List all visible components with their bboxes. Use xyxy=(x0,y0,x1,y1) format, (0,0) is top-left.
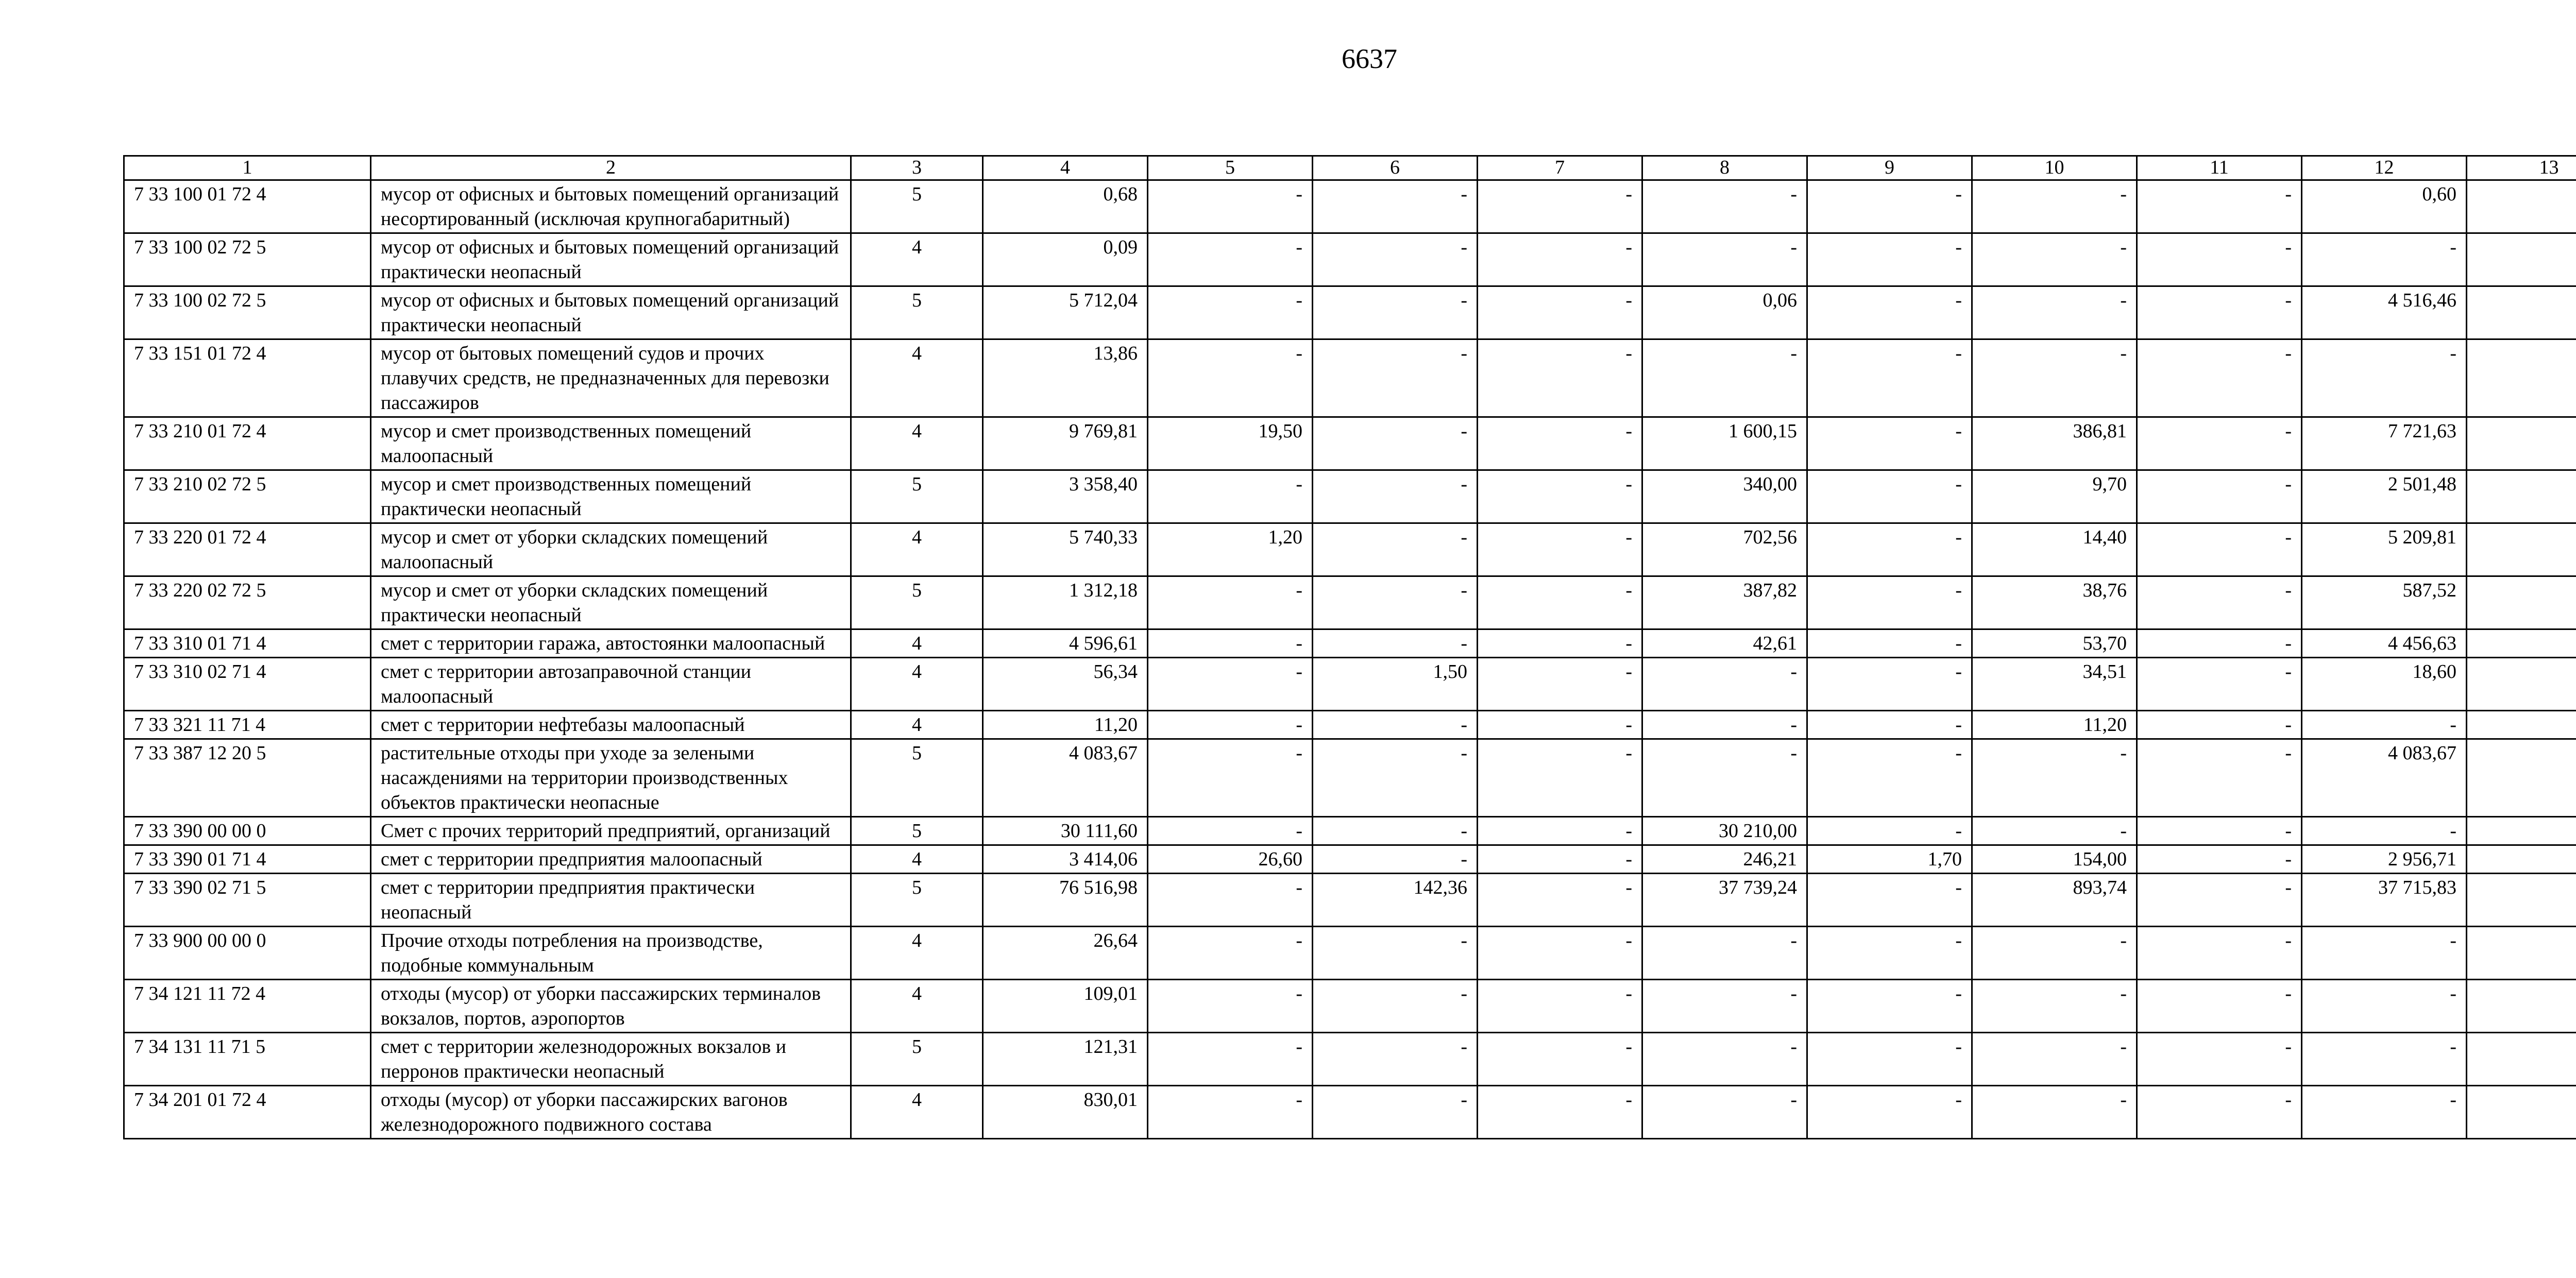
cell-col-8: - xyxy=(1642,927,1807,980)
cell-col-11: - xyxy=(2137,845,2302,874)
cell-col-9: - xyxy=(1807,874,1972,927)
cell-col-9: - xyxy=(1807,523,1972,576)
cell-col-9: - xyxy=(1807,339,1972,417)
cell-hazard-class: 5 xyxy=(851,1033,983,1086)
cell-col-9: - xyxy=(1807,1086,1972,1139)
cell-hazard-class: 4 xyxy=(851,711,983,739)
cell-hazard-class: 5 xyxy=(851,874,983,927)
cell-col-12: 18,60 xyxy=(2302,658,2467,711)
waste-statistics-table xyxy=(123,155,2576,1139)
cell-col-4: 26,64 xyxy=(983,927,1148,980)
column-header-7: 7 xyxy=(1478,156,1642,180)
cell-col-12: 0,60 xyxy=(2302,180,2467,233)
cell-col-12: 587,52 xyxy=(2302,576,2467,629)
cell-col-10: 53,70 xyxy=(1972,629,2137,658)
cell-waste-code: 7 33 310 01 71 4 xyxy=(124,629,371,658)
cell-col-6: - xyxy=(1313,180,1478,233)
cell-waste-name: отходы (мусор) от уборки пассажирских терминалов вокзалов, портов, аэропортов xyxy=(371,980,851,1033)
column-header-13: 13 xyxy=(2467,156,2576,180)
cell-col-9: - xyxy=(1807,711,1972,739)
cell-col-5: 1,20 xyxy=(1148,523,1313,576)
cell-col-4: 0,68 xyxy=(983,180,1148,233)
cell-waste-code: 7 33 220 02 72 5 xyxy=(124,576,371,629)
cell-waste-name: мусор и смет от уборки складских помещений практически неопасный xyxy=(371,576,851,629)
cell-waste-code: 7 33 390 00 00 0 xyxy=(124,817,371,845)
cell-col-5: - xyxy=(1148,629,1313,658)
cell-col-6: - xyxy=(1313,523,1478,576)
cell-col-10: - xyxy=(1972,233,2137,286)
cell-hazard-class: 4 xyxy=(851,339,983,417)
cell-col-4: 5 740,33 xyxy=(983,523,1148,576)
cell-col-5: - xyxy=(1148,180,1313,233)
cell-col-6: - xyxy=(1313,927,1478,980)
cell-col-5: - xyxy=(1148,339,1313,417)
cell-col-6: 1,50 xyxy=(1313,658,1478,711)
table-row xyxy=(124,417,2576,470)
table-row xyxy=(124,286,2576,339)
cell-col-7: - xyxy=(1478,286,1642,339)
table-row xyxy=(124,470,2576,523)
cell-waste-name: Прочие отходы потребления на производстве, подобные коммунальным xyxy=(371,927,851,980)
cell-col-5: - xyxy=(1148,980,1313,1033)
cell-waste-code: 7 33 321 11 71 4 xyxy=(124,711,371,739)
table-row xyxy=(124,980,2576,1033)
cell-hazard-class: 5 xyxy=(851,180,983,233)
header-row xyxy=(124,156,2576,180)
cell-col-9: - xyxy=(1807,658,1972,711)
cell-waste-name: мусор от бытовых помещений судов и прочих плавучих средств, не предназначенных для перевозки пассажиров xyxy=(371,339,851,417)
cell-col-9: - xyxy=(1807,286,1972,339)
cell-col-7: - xyxy=(1478,927,1642,980)
cell-waste-name: мусор и смет производственных помещений малоопасный xyxy=(371,417,851,470)
cell-col-11: - xyxy=(2137,711,2302,739)
cell-col-7: - xyxy=(1478,470,1642,523)
cell-waste-name: мусор и смет производственных помещений практически неопасный xyxy=(371,470,851,523)
cell-col-10: - xyxy=(1972,180,2137,233)
cell-col-11: - xyxy=(2137,739,2302,817)
cell-col-5: - xyxy=(1148,927,1313,980)
cell-col-6: - xyxy=(1313,470,1478,523)
cell-col-5: 19,50 xyxy=(1148,417,1313,470)
table-row xyxy=(124,1033,2576,1086)
cell-col-5: - xyxy=(1148,233,1313,286)
cell-col-8: 42,61 xyxy=(1642,629,1807,658)
cell-hazard-class: 4 xyxy=(851,658,983,711)
cell-col-5: - xyxy=(1148,286,1313,339)
cell-col-9: - xyxy=(1807,817,1972,845)
cell-col-5: - xyxy=(1148,739,1313,817)
cell-col-6: - xyxy=(1313,845,1478,874)
cell-col-12: - xyxy=(2302,980,2467,1033)
cell-col-11: - xyxy=(2137,1033,2302,1086)
cell-col-10: 34,51 xyxy=(1972,658,2137,711)
cell-hazard-class: 5 xyxy=(851,739,983,817)
cell-col-10: 386,81 xyxy=(1972,417,2137,470)
cell-waste-code: 7 33 151 01 72 4 xyxy=(124,339,371,417)
cell-col-13 xyxy=(2467,874,2576,927)
cell-col-13 xyxy=(2467,286,2576,339)
cell-waste-name: смет с территории предприятия малоопасный xyxy=(371,845,851,874)
cell-col-7: - xyxy=(1478,658,1642,711)
cell-col-6: - xyxy=(1313,286,1478,339)
cell-col-8: - xyxy=(1642,980,1807,1033)
cell-waste-name: смет с территории гаража, автостоянки малоопасный xyxy=(371,629,851,658)
cell-col-4: 9 769,81 xyxy=(983,417,1148,470)
cell-hazard-class: 4 xyxy=(851,980,983,1033)
cell-col-9: - xyxy=(1807,417,1972,470)
cell-col-6: - xyxy=(1313,629,1478,658)
cell-col-8: 1 600,15 xyxy=(1642,417,1807,470)
table-row xyxy=(124,1086,2576,1139)
cell-col-11: - xyxy=(2137,927,2302,980)
column-header-9: 9 xyxy=(1807,156,1972,180)
cell-col-4: 13,86 xyxy=(983,339,1148,417)
cell-col-9: - xyxy=(1807,1033,1972,1086)
cell-col-8: 37 739,24 xyxy=(1642,874,1807,927)
cell-waste-code: 7 33 387 12 20 5 xyxy=(124,739,371,817)
cell-col-5: 26,60 xyxy=(1148,845,1313,874)
cell-col-4: 4 596,61 xyxy=(983,629,1148,658)
table-row xyxy=(124,233,2576,286)
cell-col-6: - xyxy=(1313,817,1478,845)
cell-col-10: 9,70 xyxy=(1972,470,2137,523)
cell-col-4: 830,01 xyxy=(983,1086,1148,1139)
cell-col-7: - xyxy=(1478,233,1642,286)
cell-col-8: 340,00 xyxy=(1642,470,1807,523)
cell-col-6: 142,36 xyxy=(1313,874,1478,927)
column-header-12: 12 xyxy=(2302,156,2467,180)
cell-col-8: - xyxy=(1642,1033,1807,1086)
cell-waste-name: смет с территории автозаправочной станции малоопасный xyxy=(371,658,851,711)
cell-col-5: - xyxy=(1148,1033,1313,1086)
cell-hazard-class: 4 xyxy=(851,233,983,286)
cell-col-11: - xyxy=(2137,470,2302,523)
cell-col-13 xyxy=(2467,658,2576,711)
cell-col-11: - xyxy=(2137,817,2302,845)
cell-col-11: - xyxy=(2137,1086,2302,1139)
cell-col-13 xyxy=(2467,629,2576,658)
cell-col-11: - xyxy=(2137,629,2302,658)
cell-col-11: - xyxy=(2137,417,2302,470)
cell-col-11: - xyxy=(2137,180,2302,233)
cell-waste-code: 7 33 310 02 71 4 xyxy=(124,658,371,711)
cell-hazard-class: 5 xyxy=(851,817,983,845)
cell-col-10: 14,40 xyxy=(1972,523,2137,576)
cell-col-5: - xyxy=(1148,470,1313,523)
cell-hazard-class: 5 xyxy=(851,286,983,339)
column-header-1: 1 xyxy=(124,156,371,180)
cell-col-9: - xyxy=(1807,980,1972,1033)
cell-col-9: - xyxy=(1807,180,1972,233)
cell-col-8: 30 210,00 xyxy=(1642,817,1807,845)
cell-col-4: 3 414,06 xyxy=(983,845,1148,874)
cell-col-11: - xyxy=(2137,523,2302,576)
cell-col-4: 11,20 xyxy=(983,711,1148,739)
cell-col-6: - xyxy=(1313,417,1478,470)
cell-col-4: 109,01 xyxy=(983,980,1148,1033)
cell-col-13 xyxy=(2467,927,2576,980)
cell-col-12: - xyxy=(2302,339,2467,417)
cell-col-12: - xyxy=(2302,233,2467,286)
table-row xyxy=(124,339,2576,417)
table-row xyxy=(124,658,2576,711)
cell-col-9: - xyxy=(1807,927,1972,980)
cell-col-7: - xyxy=(1478,845,1642,874)
cell-col-13 xyxy=(2467,576,2576,629)
cell-col-6: - xyxy=(1313,1033,1478,1086)
cell-col-12: - xyxy=(2302,711,2467,739)
cell-col-10: - xyxy=(1972,339,2137,417)
cell-col-8: - xyxy=(1642,658,1807,711)
cell-col-7: - xyxy=(1478,980,1642,1033)
table-body xyxy=(124,180,2576,1139)
cell-col-6: - xyxy=(1313,339,1478,417)
cell-col-11: - xyxy=(2137,286,2302,339)
cell-col-11: - xyxy=(2137,658,2302,711)
cell-col-11: - xyxy=(2137,339,2302,417)
column-header-8: 8 xyxy=(1642,156,1807,180)
cell-col-5: - xyxy=(1148,817,1313,845)
cell-col-10: - xyxy=(1972,739,2137,817)
cell-col-13 xyxy=(2467,1033,2576,1086)
table-row xyxy=(124,739,2576,817)
cell-col-10: - xyxy=(1972,927,2137,980)
cell-col-6: - xyxy=(1313,233,1478,286)
cell-col-12: 37 715,83 xyxy=(2302,874,2467,927)
cell-col-12: 4 456,63 xyxy=(2302,629,2467,658)
cell-col-12: - xyxy=(2302,817,2467,845)
cell-col-5: - xyxy=(1148,576,1313,629)
cell-col-12: - xyxy=(2302,1033,2467,1086)
cell-col-9: - xyxy=(1807,470,1972,523)
cell-col-7: - xyxy=(1478,576,1642,629)
cell-col-7: - xyxy=(1478,817,1642,845)
cell-col-13 xyxy=(2467,233,2576,286)
cell-col-5: - xyxy=(1148,711,1313,739)
cell-col-12: 4 516,46 xyxy=(2302,286,2467,339)
cell-waste-name: мусор от офисных и бытовых помещений организаций практически неопасный xyxy=(371,286,851,339)
cell-col-10: - xyxy=(1972,817,2137,845)
cell-col-12: 2 501,48 xyxy=(2302,470,2467,523)
cell-waste-name: смет с территории нефтебазы малоопасный xyxy=(371,711,851,739)
cell-col-13 xyxy=(2467,711,2576,739)
cell-col-7: - xyxy=(1478,523,1642,576)
cell-col-4: 76 516,98 xyxy=(983,874,1148,927)
cell-waste-code: 7 34 121 11 72 4 xyxy=(124,980,371,1033)
cell-col-6: - xyxy=(1313,576,1478,629)
cell-waste-name: смет с территории предприятия практически неопасный xyxy=(371,874,851,927)
table-row xyxy=(124,523,2576,576)
cell-col-11: - xyxy=(2137,233,2302,286)
cell-col-6: - xyxy=(1313,711,1478,739)
cell-col-5: - xyxy=(1148,874,1313,927)
cell-col-7: - xyxy=(1478,629,1642,658)
cell-col-13 xyxy=(2467,739,2576,817)
cell-col-12: 4 083,67 xyxy=(2302,739,2467,817)
cell-col-10: 154,00 xyxy=(1972,845,2137,874)
cell-col-5: - xyxy=(1148,1086,1313,1139)
cell-col-7: - xyxy=(1478,1086,1642,1139)
cell-col-9: - xyxy=(1807,629,1972,658)
cell-col-11: - xyxy=(2137,576,2302,629)
table-row xyxy=(124,180,2576,233)
cell-col-4: 5 712,04 xyxy=(983,286,1148,339)
cell-col-7: - xyxy=(1478,1033,1642,1086)
cell-col-8: - xyxy=(1642,739,1807,817)
cell-hazard-class: 4 xyxy=(851,927,983,980)
cell-col-8: 702,56 xyxy=(1642,523,1807,576)
cell-hazard-class: 4 xyxy=(851,523,983,576)
table-row xyxy=(124,711,2576,739)
cell-waste-name: отходы (мусор) от уборки пассажирских вагонов железнодорожного подвижного состава xyxy=(371,1086,851,1139)
cell-col-13 xyxy=(2467,1086,2576,1139)
column-header-3: 3 xyxy=(851,156,983,180)
cell-col-10: 38,76 xyxy=(1972,576,2137,629)
cell-waste-code: 7 33 100 01 72 4 xyxy=(124,180,371,233)
column-header-11: 11 xyxy=(2137,156,2302,180)
cell-col-8: 0,06 xyxy=(1642,286,1807,339)
table-row xyxy=(124,576,2576,629)
cell-col-7: - xyxy=(1478,339,1642,417)
table-row xyxy=(124,817,2576,845)
cell-col-13 xyxy=(2467,417,2576,470)
column-header-10: 10 xyxy=(1972,156,2137,180)
cell-col-13 xyxy=(2467,180,2576,233)
cell-col-9: - xyxy=(1807,739,1972,817)
table-row xyxy=(124,874,2576,927)
cell-waste-code: 7 33 220 01 72 4 xyxy=(124,523,371,576)
cell-col-12: - xyxy=(2302,927,2467,980)
cell-col-7: - xyxy=(1478,739,1642,817)
column-header-6: 6 xyxy=(1313,156,1478,180)
cell-waste-code: 7 34 201 01 72 4 xyxy=(124,1086,371,1139)
cell-col-5: - xyxy=(1148,658,1313,711)
cell-waste-code: 7 33 210 02 72 5 xyxy=(124,470,371,523)
cell-col-13 xyxy=(2467,845,2576,874)
cell-hazard-class: 5 xyxy=(851,576,983,629)
cell-col-7: - xyxy=(1478,711,1642,739)
page-number: 6637 xyxy=(1342,43,1397,74)
cell-col-13 xyxy=(2467,470,2576,523)
cell-col-9: 1,70 xyxy=(1807,845,1972,874)
cell-col-4: 0,09 xyxy=(983,233,1148,286)
table-header xyxy=(124,156,2576,180)
cell-col-6: - xyxy=(1313,1086,1478,1139)
cell-waste-name: мусор и смет от уборки складских помещений малоопасный xyxy=(371,523,851,576)
cell-col-8: 387,82 xyxy=(1642,576,1807,629)
cell-col-8: - xyxy=(1642,233,1807,286)
cell-col-11: - xyxy=(2137,980,2302,1033)
cell-col-10: - xyxy=(1972,1086,2137,1139)
cell-col-13 xyxy=(2467,523,2576,576)
cell-col-4: 56,34 xyxy=(983,658,1148,711)
cell-col-6: - xyxy=(1313,739,1478,817)
cell-waste-code: 7 33 390 02 71 5 xyxy=(124,874,371,927)
cell-waste-code: 7 34 131 11 71 5 xyxy=(124,1033,371,1086)
cell-col-10: - xyxy=(1972,286,2137,339)
cell-waste-code: 7 33 210 01 72 4 xyxy=(124,417,371,470)
cell-col-9: - xyxy=(1807,233,1972,286)
cell-col-8: - xyxy=(1642,339,1807,417)
cell-col-13 xyxy=(2467,339,2576,417)
table-row xyxy=(124,927,2576,980)
cell-hazard-class: 4 xyxy=(851,629,983,658)
table-row xyxy=(124,629,2576,658)
cell-col-13 xyxy=(2467,980,2576,1033)
cell-waste-code: 7 33 900 00 00 0 xyxy=(124,927,371,980)
cell-col-6: - xyxy=(1313,980,1478,1033)
cell-col-7: - xyxy=(1478,180,1642,233)
cell-col-11: - xyxy=(2137,874,2302,927)
cell-waste-code: 7 33 100 02 72 5 xyxy=(124,233,371,286)
cell-col-12: 5 209,81 xyxy=(2302,523,2467,576)
cell-waste-name: мусор от офисных и бытовых помещений организаций несортированный (исключая крупногабаритный) xyxy=(371,180,851,233)
cell-waste-code: 7 33 390 01 71 4 xyxy=(124,845,371,874)
cell-hazard-class: 5 xyxy=(851,470,983,523)
cell-col-8: - xyxy=(1642,180,1807,233)
cell-waste-name: смет с территории железнодорожных вокзалов и перронов практически неопасный xyxy=(371,1033,851,1086)
cell-col-10: - xyxy=(1972,1033,2137,1086)
column-header-2: 2 xyxy=(371,156,851,180)
column-header-4: 4 xyxy=(983,156,1148,180)
cell-col-10: 893,74 xyxy=(1972,874,2137,927)
cell-hazard-class: 4 xyxy=(851,1086,983,1139)
cell-col-8: - xyxy=(1642,1086,1807,1139)
cell-col-4: 121,31 xyxy=(983,1033,1148,1086)
cell-col-12: - xyxy=(2302,1086,2467,1139)
cell-hazard-class: 4 xyxy=(851,417,983,470)
cell-col-8: - xyxy=(1642,711,1807,739)
cell-waste-code: 7 33 100 02 72 5 xyxy=(124,286,371,339)
cell-col-8: 246,21 xyxy=(1642,845,1807,874)
cell-col-4: 4 083,67 xyxy=(983,739,1148,817)
cell-col-7: - xyxy=(1478,417,1642,470)
cell-col-13 xyxy=(2467,817,2576,845)
column-header-5: 5 xyxy=(1148,156,1313,180)
cell-hazard-class: 4 xyxy=(851,845,983,874)
cell-col-7: - xyxy=(1478,874,1642,927)
cell-waste-name: Смет с прочих территорий предприятий, организаций xyxy=(371,817,851,845)
cell-waste-name: мусор от офисных и бытовых помещений организаций практически неопасный xyxy=(371,233,851,286)
cell-col-10: - xyxy=(1972,980,2137,1033)
cell-col-4: 30 111,60 xyxy=(983,817,1148,845)
cell-col-4: 1 312,18 xyxy=(983,576,1148,629)
table-row xyxy=(124,845,2576,874)
cell-col-9: - xyxy=(1807,576,1972,629)
cell-col-10: 11,20 xyxy=(1972,711,2137,739)
cell-col-12: 2 956,71 xyxy=(2302,845,2467,874)
cell-col-12: 7 721,63 xyxy=(2302,417,2467,470)
cell-col-4: 3 358,40 xyxy=(983,470,1148,523)
cell-waste-name: растительные отходы при уходе за зелеными насаждениями на территории производственных объектов практически неопасные xyxy=(371,739,851,817)
